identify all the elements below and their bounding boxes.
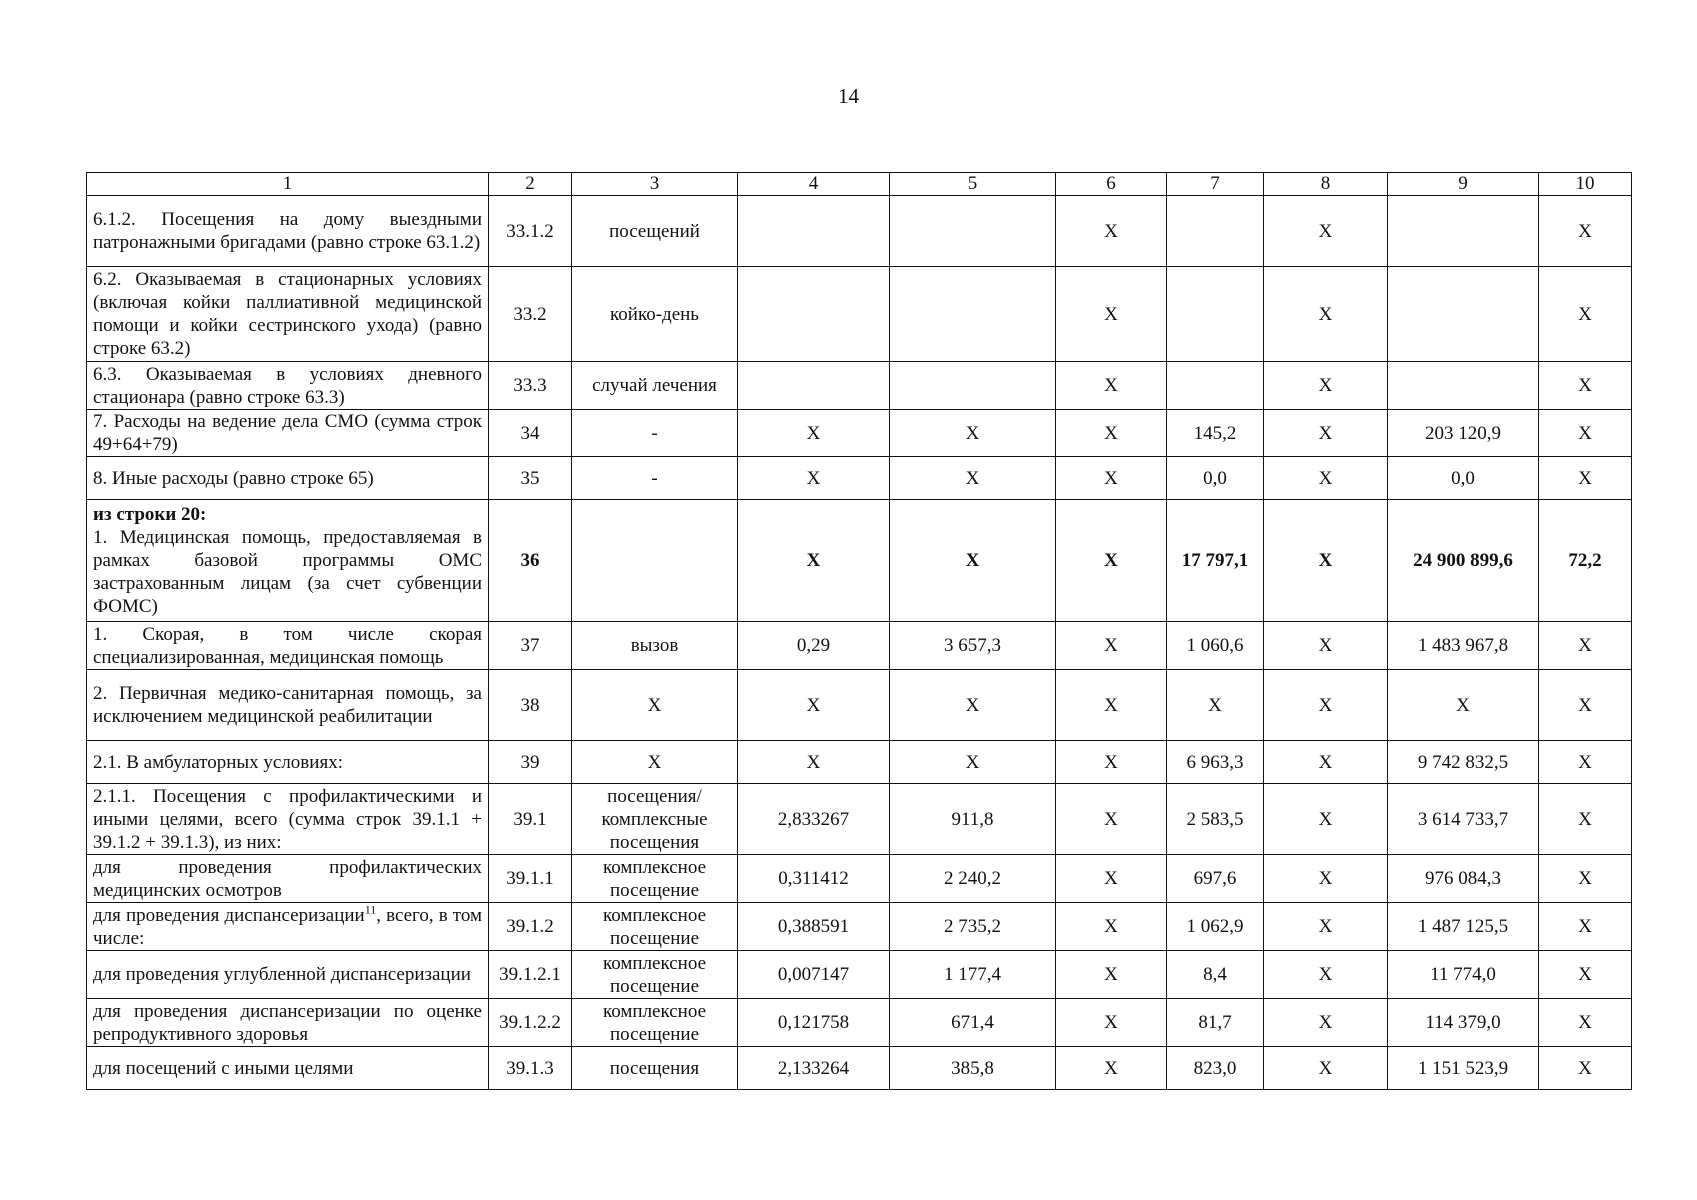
value-cell: Х xyxy=(1264,410,1388,457)
row-code: 39.1.2.2 xyxy=(489,999,572,1047)
value-cell: Х xyxy=(1264,903,1388,951)
value-cell: 385,8 xyxy=(890,1047,1056,1090)
page-number: 14 xyxy=(838,84,859,108)
value-cell: 1 060,6 xyxy=(1167,622,1264,670)
row-code: 39.1.1 xyxy=(489,855,572,903)
header-cell: 8 xyxy=(1264,173,1388,196)
value-cell xyxy=(890,196,1056,267)
row-code: 35 xyxy=(489,457,572,500)
data-table xyxy=(86,172,1632,1090)
value-cell: 72,2 xyxy=(1539,500,1632,622)
value-cell: Х xyxy=(1264,622,1388,670)
value-cell: Х xyxy=(1056,267,1167,362)
table-row xyxy=(87,784,1632,855)
value-cell: 976 084,3 xyxy=(1388,855,1539,903)
value-cell: Х xyxy=(1056,457,1167,500)
row-description: для посещений с иными целями xyxy=(87,1047,489,1090)
value-cell: Х xyxy=(1264,784,1388,855)
row-unit: Х xyxy=(572,670,738,741)
value-cell: Х xyxy=(738,741,890,784)
value-cell xyxy=(890,267,1056,362)
value-cell: Х xyxy=(1264,267,1388,362)
header-cell: 6 xyxy=(1056,173,1167,196)
value-cell: 0,121758 xyxy=(738,999,890,1047)
value-cell: 2,133264 xyxy=(738,1047,890,1090)
value-cell: Х xyxy=(738,410,890,457)
header-cell: 4 xyxy=(738,173,890,196)
row-unit: Х xyxy=(572,741,738,784)
value-cell: Х xyxy=(1264,951,1388,999)
value-cell: 3 657,3 xyxy=(890,622,1056,670)
value-cell: Х xyxy=(890,500,1056,622)
value-cell: Х xyxy=(1056,903,1167,951)
row-description: 2. Первичная медико-санитарная помощь, за исключением медицинской реабилитации xyxy=(87,670,489,741)
value-cell: 2 583,5 xyxy=(1167,784,1264,855)
header-cell: 2 xyxy=(489,173,572,196)
value-cell: Х xyxy=(1539,362,1632,410)
value-cell: Х xyxy=(1264,457,1388,500)
value-cell: 0,311412 xyxy=(738,855,890,903)
value-cell: Х xyxy=(1539,951,1632,999)
value-cell: 114 379,0 xyxy=(1388,999,1539,1047)
header-cell: 7 xyxy=(1167,173,1264,196)
value-cell: 9 742 832,5 xyxy=(1388,741,1539,784)
value-cell: Х xyxy=(890,670,1056,741)
row-description: для проведения диспансеризации$^{11}$, всего, в том числе: xyxy=(87,903,489,951)
value-cell: Х xyxy=(890,741,1056,784)
header-cell: 1 xyxy=(87,173,489,196)
row-description: для проведения углубленной диспансеризации xyxy=(87,951,489,999)
value-cell: 911,8 xyxy=(890,784,1056,855)
row-description: 2.1.1. Посещения с профилактическими и иными целями, всего (сумма строк 39.1.1 + 39.1.2 + 39.1.3), из них: xyxy=(87,784,489,855)
row-unit: посещений xyxy=(572,196,738,267)
value-cell: 11 774,0 xyxy=(1388,951,1539,999)
row-description: 2.1. В амбулаторных условиях: xyxy=(87,741,489,784)
value-cell: Х xyxy=(1539,457,1632,500)
header-cell: 5 xyxy=(890,173,1056,196)
row-description: 6.1.2. Посещения на дому выездными патронажными бригадами (равно строке 63.1.2) xyxy=(87,196,489,267)
value-cell: 1 177,4 xyxy=(890,951,1056,999)
value-cell: Х xyxy=(1056,999,1167,1047)
value-cell: 697,6 xyxy=(1167,855,1264,903)
table-row xyxy=(87,196,1632,267)
value-cell: Х xyxy=(1056,196,1167,267)
row-code: 36 xyxy=(489,500,572,622)
value-cell: 0,29 xyxy=(738,622,890,670)
value-cell: Х xyxy=(1167,670,1264,741)
table-row xyxy=(87,622,1632,670)
value-cell: 2 240,2 xyxy=(890,855,1056,903)
value-cell xyxy=(1167,267,1264,362)
value-cell: 17 797,1 xyxy=(1167,500,1264,622)
row-code: 37 xyxy=(489,622,572,670)
value-cell: Х xyxy=(1056,410,1167,457)
value-cell: Х xyxy=(1264,999,1388,1047)
row-code: 39 xyxy=(489,741,572,784)
value-cell: 81,7 xyxy=(1167,999,1264,1047)
value-cell: Х xyxy=(1539,1047,1632,1090)
value-cell: 823,0 xyxy=(1167,1047,1264,1090)
value-cell: Х xyxy=(738,500,890,622)
value-cell: Х xyxy=(1056,951,1167,999)
table-row xyxy=(87,903,1632,951)
value-cell: Х xyxy=(1264,855,1388,903)
row-unit: комплексное посещение xyxy=(572,855,738,903)
value-cell xyxy=(1388,362,1539,410)
row-description: 8. Иные расходы (равно строке 65) xyxy=(87,457,489,500)
row-unit: - xyxy=(572,457,738,500)
row-code: 34 xyxy=(489,410,572,457)
table-row xyxy=(87,1047,1632,1090)
value-cell: Х xyxy=(1264,500,1388,622)
row-unit: койко-день xyxy=(572,267,738,362)
value-cell: 1 151 523,9 xyxy=(1388,1047,1539,1090)
row-unit: посещения xyxy=(572,1047,738,1090)
row-description: 6.3. Оказываемая в условиях дневного стационара (равно строке 63.3) xyxy=(87,362,489,410)
value-cell: 24 900 899,6 xyxy=(1388,500,1539,622)
row-unit xyxy=(572,500,738,622)
value-cell xyxy=(738,267,890,362)
row-description: 1. Скорая, в том числе скорая специализированная, медицинская помощь xyxy=(87,622,489,670)
value-cell: 2,833267 xyxy=(738,784,890,855)
value-cell: Х xyxy=(1264,196,1388,267)
value-cell: Х xyxy=(1539,196,1632,267)
row-code: 33.3 xyxy=(489,362,572,410)
table-row xyxy=(87,951,1632,999)
value-cell: Х xyxy=(738,457,890,500)
value-cell: Х xyxy=(1539,622,1632,670)
value-cell xyxy=(1388,196,1539,267)
table-row xyxy=(87,410,1632,457)
value-cell: Х xyxy=(1539,855,1632,903)
table-row xyxy=(87,855,1632,903)
value-cell: 1 062,9 xyxy=(1167,903,1264,951)
row-description: 6.2. Оказываемая в стационарных условиях (включая койки паллиативной медицинской помощи и койки сестринского ухода) (равно строке 63.2) xyxy=(87,267,489,362)
row-description: из строки 20: 1. Медицинская помощь, предоставляемая в рамках базовой программы ОМС застрахованным лицам (за счет субвенции ФОМС) xyxy=(87,500,489,622)
row-code: 39.1.2 xyxy=(489,903,572,951)
value-cell: Х xyxy=(1539,999,1632,1047)
row-unit: - xyxy=(572,410,738,457)
table-row xyxy=(87,741,1632,784)
row-unit: комплексное посещение xyxy=(572,903,738,951)
value-cell: Х xyxy=(1056,741,1167,784)
header-cell: 9 xyxy=(1388,173,1539,196)
value-cell xyxy=(890,362,1056,410)
value-cell: Х xyxy=(1539,410,1632,457)
value-cell: 8,4 xyxy=(1167,951,1264,999)
footnote-marker: 11 xyxy=(364,902,377,917)
value-cell: Х xyxy=(1539,267,1632,362)
value-cell: Х xyxy=(1264,741,1388,784)
value-cell: 0,0 xyxy=(1388,457,1539,500)
value-cell xyxy=(738,196,890,267)
value-cell: Х xyxy=(1388,670,1539,741)
value-cell: Х xyxy=(1264,362,1388,410)
header-row xyxy=(87,173,1632,196)
header-cell: 10 xyxy=(1539,173,1632,196)
value-cell: Х xyxy=(1056,784,1167,855)
row-unit: комплексное посещение xyxy=(572,951,738,999)
table-row xyxy=(87,267,1632,362)
value-cell: 6 963,3 xyxy=(1167,741,1264,784)
row-description: для проведения диспансеризации по оценке репродуктивного здоровья xyxy=(87,999,489,1047)
value-cell: Х xyxy=(890,457,1056,500)
value-cell xyxy=(738,362,890,410)
row-code: 33.1.2 xyxy=(489,196,572,267)
row-unit: случай лечения xyxy=(572,362,738,410)
row-code: 39.1.3 xyxy=(489,1047,572,1090)
row-code: 39.1.2.1 xyxy=(489,951,572,999)
section-heading: из строки 20: xyxy=(93,504,207,525)
table-row xyxy=(87,362,1632,410)
table-row xyxy=(87,670,1632,741)
value-cell: Х xyxy=(1056,855,1167,903)
value-cell xyxy=(1167,362,1264,410)
value-cell: 1 487 125,5 xyxy=(1388,903,1539,951)
value-cell: Х xyxy=(1056,362,1167,410)
value-cell: Х xyxy=(1056,500,1167,622)
value-cell: 1 483 967,8 xyxy=(1388,622,1539,670)
row-code: 39.1 xyxy=(489,784,572,855)
value-cell: 0,388591 xyxy=(738,903,890,951)
value-cell: Х xyxy=(1539,741,1632,784)
value-cell: Х xyxy=(1056,670,1167,741)
value-cell: Х xyxy=(890,410,1056,457)
value-cell: 671,4 xyxy=(890,999,1056,1047)
row-description: для проведения профилактических медицинских осмотров xyxy=(87,855,489,903)
row-unit: вызов xyxy=(572,622,738,670)
row-code: 33.2 xyxy=(489,267,572,362)
value-cell: Х xyxy=(738,670,890,741)
value-cell xyxy=(1167,196,1264,267)
value-cell: Х xyxy=(1056,622,1167,670)
row-unit: комплексное посещение xyxy=(572,999,738,1047)
value-cell: Х xyxy=(1056,1047,1167,1090)
table-row xyxy=(87,457,1632,500)
row-code: 38 xyxy=(489,670,572,741)
value-cell: Х xyxy=(1264,1047,1388,1090)
value-cell: 2 735,2 xyxy=(890,903,1056,951)
value-cell: 3 614 733,7 xyxy=(1388,784,1539,855)
value-cell xyxy=(1388,267,1539,362)
value-cell: 203 120,9 xyxy=(1388,410,1539,457)
value-cell: Х xyxy=(1539,670,1632,741)
value-cell: Х xyxy=(1539,784,1632,855)
value-cell: Х xyxy=(1264,670,1388,741)
value-cell: Х xyxy=(1539,903,1632,951)
table-row xyxy=(87,999,1632,1047)
value-cell: 0,0 xyxy=(1167,457,1264,500)
header-cell: 3 xyxy=(572,173,738,196)
table-row xyxy=(87,500,1632,622)
row-description: 7. Расходы на ведение дела СМО (сумма строк 49+64+79) xyxy=(87,410,489,457)
value-cell: 145,2 xyxy=(1167,410,1264,457)
value-cell: 0,007147 xyxy=(738,951,890,999)
row-unit: посещения/комплексные посещения xyxy=(572,784,738,855)
